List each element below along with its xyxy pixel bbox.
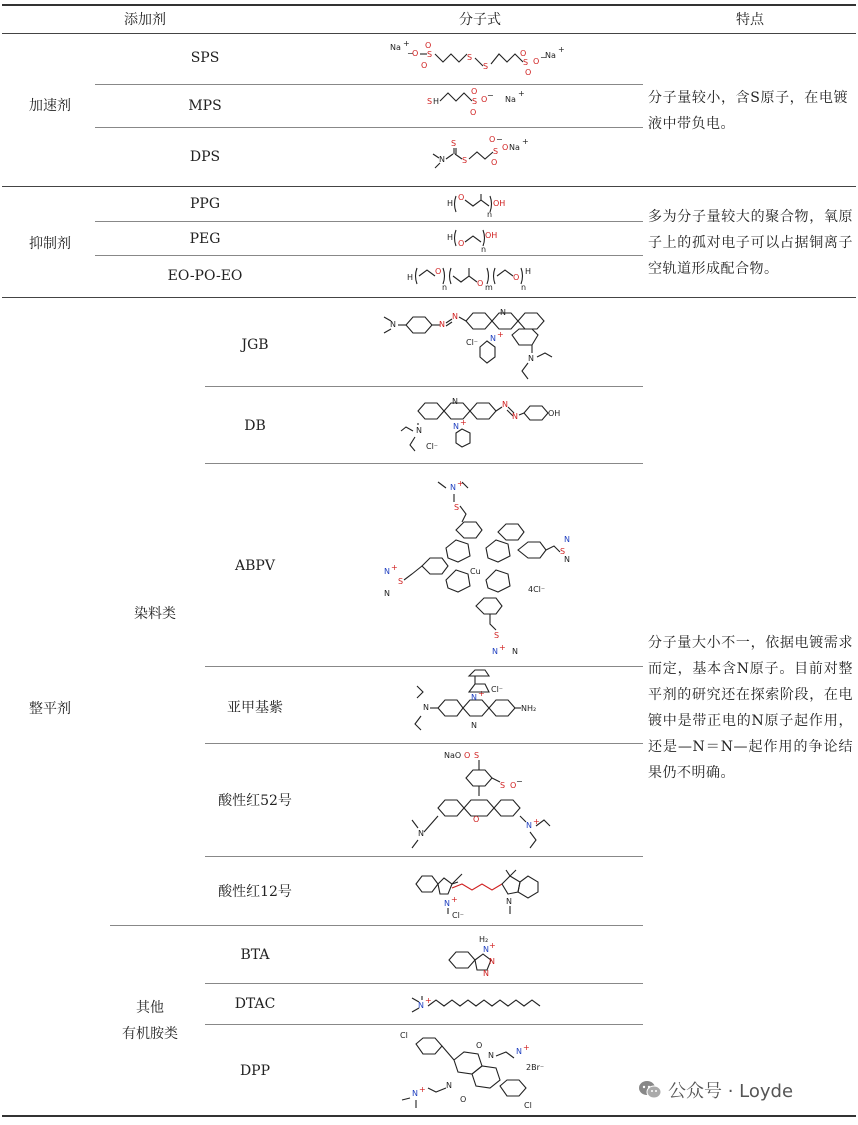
svg-text:N: N xyxy=(500,308,506,317)
svg-text:Na: Na xyxy=(509,143,520,152)
suppressor-description: 多为分子量较大的聚合物，氧原子上的孤对电子可以占据铜离子空轨道形成配合物。 xyxy=(648,209,853,277)
svg-text:Na: Na xyxy=(505,95,516,104)
svg-text:+: + xyxy=(460,418,467,427)
svg-text:m: m xyxy=(485,283,493,292)
svg-text:+: + xyxy=(403,39,410,48)
item-dtac: DTAC xyxy=(234,996,276,1012)
svg-text:+: + xyxy=(497,330,504,339)
item-mps: MPS xyxy=(188,98,222,114)
svg-text:+: + xyxy=(558,45,565,54)
wechat-icon xyxy=(638,1079,662,1101)
svg-text:H₂: H₂ xyxy=(479,935,489,944)
svg-text:OH: OH xyxy=(485,231,498,240)
row-divider xyxy=(95,255,643,256)
group-divider xyxy=(2,297,856,298)
dtac-structure xyxy=(410,988,545,1018)
svg-text:Cl⁻: Cl⁻ xyxy=(491,685,504,694)
svg-text:S: S xyxy=(500,781,506,790)
svg-text:N: N xyxy=(502,400,508,409)
svg-text:+: + xyxy=(523,1043,530,1052)
svg-text:NaO: NaO xyxy=(444,751,462,760)
ppg-structure xyxy=(445,190,515,220)
abpv-structure xyxy=(378,470,578,665)
svg-text:4Cl⁻: 4Cl⁻ xyxy=(528,585,546,594)
svg-text:N: N xyxy=(390,320,396,329)
acid-red-12-structure xyxy=(410,860,545,922)
subgroup-amines xyxy=(100,995,200,1047)
group-divider xyxy=(2,186,856,187)
svg-text:OH: OH xyxy=(548,409,561,418)
svg-text:N: N xyxy=(512,412,518,421)
row-divider xyxy=(95,221,643,222)
svg-text:+: + xyxy=(419,1085,426,1094)
bta-structure xyxy=(445,930,505,978)
svg-text:NH₂: NH₂ xyxy=(521,704,537,713)
header-formula: 分子式 xyxy=(459,12,501,28)
svg-text:−: − xyxy=(487,91,494,100)
svg-text:O: O xyxy=(470,108,477,117)
svg-text:Cu: Cu xyxy=(470,567,481,576)
subgroup-divider xyxy=(110,925,643,926)
svg-text:N: N xyxy=(516,1047,522,1056)
svg-text:Na: Na xyxy=(545,51,556,60)
svg-text:N: N xyxy=(492,647,498,656)
svg-text:N: N xyxy=(483,969,489,978)
svg-text:S: S xyxy=(462,156,468,165)
item-peg: PEG xyxy=(189,231,221,247)
svg-text:N: N xyxy=(512,647,518,656)
svg-text:N: N xyxy=(488,1051,494,1060)
svg-text:n: n xyxy=(521,283,527,292)
svg-text:H: H xyxy=(447,233,454,242)
svg-text:+: + xyxy=(425,996,432,1005)
svg-text:N: N xyxy=(416,426,422,435)
subgroup-dyes: 染料类 xyxy=(134,606,176,622)
peg-structure xyxy=(445,226,515,254)
row-divider xyxy=(205,1024,643,1025)
leveler-description: 分子量大小不一，依据电镀需求而定，基本含N原子。目前对整平剂的研究还在探索阶段，在电镀中是带正电的N原子起作用，还是—N＝N—起作用的争论结果仍不明确。 xyxy=(648,635,853,781)
item-acid-red-12: 酸性红12号 xyxy=(218,884,292,900)
item-dps: DPS xyxy=(189,149,221,165)
row-divider xyxy=(95,84,643,85)
group-accelerator: 加速剂 xyxy=(29,98,71,114)
svg-text:−: − xyxy=(540,53,547,62)
dps-structure xyxy=(425,132,535,180)
svg-text:N: N xyxy=(439,155,445,164)
svg-text:n: n xyxy=(481,245,487,254)
svg-text:S: S xyxy=(451,139,457,148)
svg-text:−: − xyxy=(516,777,523,786)
svg-text:O: O xyxy=(412,49,419,58)
svg-text:O: O xyxy=(489,135,496,144)
svg-text:O: O xyxy=(477,279,484,288)
item-dpp: DPP xyxy=(239,1063,271,1079)
svg-text:+: + xyxy=(518,89,525,98)
svg-text:S: S xyxy=(474,751,480,760)
svg-text:N: N xyxy=(506,897,512,906)
svg-text:S: S xyxy=(523,58,529,67)
row-divider xyxy=(205,983,643,984)
row-divider xyxy=(205,743,643,744)
svg-text:O: O xyxy=(435,267,442,276)
watermark xyxy=(638,1077,793,1103)
svg-text:n: n xyxy=(487,210,493,219)
row-divider xyxy=(95,127,643,128)
svg-text:N: N xyxy=(452,312,458,321)
svg-text:N: N xyxy=(490,334,496,343)
item-abpv: ABPV xyxy=(235,558,275,574)
svg-text:N: N xyxy=(471,693,477,702)
svg-text:O: O xyxy=(533,57,540,66)
row-divider xyxy=(205,386,643,387)
svg-text:O: O xyxy=(513,273,520,282)
svg-text:N: N xyxy=(412,1089,418,1098)
svg-text:S: S xyxy=(483,62,489,71)
svg-text:Cl: Cl xyxy=(400,1031,408,1040)
svg-text:n: n xyxy=(442,283,448,292)
group-leveler: 整平剂 xyxy=(29,701,71,717)
sps-structure xyxy=(385,38,565,78)
svg-text:N: N xyxy=(384,567,390,576)
svg-text:N: N xyxy=(483,945,489,954)
svg-text:S: S xyxy=(472,97,478,106)
jgb-structure xyxy=(382,305,557,385)
svg-text:N: N xyxy=(418,1001,424,1010)
svg-text:N: N xyxy=(444,899,450,908)
svg-text:S: S xyxy=(398,577,404,586)
dpp-structure xyxy=(398,1030,558,1115)
svg-text:Cl⁻: Cl⁻ xyxy=(452,911,465,920)
item-ppg: PPG xyxy=(189,196,221,212)
item-sps: SPS xyxy=(190,50,220,66)
svg-text:O: O xyxy=(520,49,527,58)
svg-text:O: O xyxy=(502,143,509,152)
svg-text:N: N xyxy=(418,829,424,838)
svg-text:N: N xyxy=(453,422,459,431)
subgroup-amines-line2: 有机胺类 xyxy=(122,1026,178,1042)
svg-text:Na: Na xyxy=(390,43,401,52)
svg-text:N: N xyxy=(423,703,429,712)
svg-text:N: N xyxy=(452,397,458,406)
svg-text:O: O xyxy=(473,815,480,824)
acid-red-52-structure xyxy=(408,748,558,853)
eo-po-eo-structure xyxy=(405,260,545,292)
db-structure xyxy=(398,393,563,463)
subgroup-amines-line1: 其他 xyxy=(136,1000,164,1016)
svg-text:H: H xyxy=(407,273,414,282)
accelerator-description: 分子量较小，含S原子，在电镀液中带负电。 xyxy=(648,90,848,132)
svg-text:+: + xyxy=(522,137,529,146)
svg-text:N: N xyxy=(489,957,495,966)
svg-text:O: O xyxy=(458,239,465,248)
svg-text:N: N xyxy=(384,589,390,598)
svg-text:N: N xyxy=(564,535,570,544)
svg-text:Cl⁻: Cl⁻ xyxy=(466,338,479,347)
svg-text:O: O xyxy=(510,781,517,790)
svg-text:+: + xyxy=(533,817,540,826)
svg-text:H: H xyxy=(447,199,454,208)
item-jgb: JGB xyxy=(241,337,269,353)
svg-text:S: S xyxy=(427,50,433,59)
item-methyl-violet: 亚甲基紫 xyxy=(227,700,283,716)
svg-text:O: O xyxy=(491,158,498,167)
svg-text:N: N xyxy=(564,555,570,564)
svg-text:Cl⁻: Cl⁻ xyxy=(426,442,439,451)
mps-structure xyxy=(425,88,535,122)
group-suppressor: 抑制剂 xyxy=(29,236,71,252)
item-acid-red-52: 酸性红52号 xyxy=(218,793,292,809)
svg-text:+: + xyxy=(478,689,485,698)
svg-text:−: − xyxy=(496,135,503,144)
svg-text:O: O xyxy=(425,41,432,50)
svg-text:H: H xyxy=(433,97,440,106)
item-db: DB xyxy=(244,418,266,434)
svg-text:−: − xyxy=(407,49,414,58)
svg-text:Cl: Cl xyxy=(524,1101,532,1110)
svg-text:O: O xyxy=(464,751,471,760)
svg-text:O: O xyxy=(460,1095,467,1104)
methyl-violet-structure xyxy=(405,670,545,742)
svg-text:+: + xyxy=(499,643,506,652)
svg-text:O: O xyxy=(421,61,428,70)
row-divider xyxy=(205,666,643,667)
svg-text:S: S xyxy=(494,631,500,640)
header-bottom-border xyxy=(2,33,856,34)
svg-text:N: N xyxy=(471,721,477,730)
svg-text:S: S xyxy=(467,53,473,62)
svg-text:+: + xyxy=(489,941,496,950)
svg-text:S: S xyxy=(560,547,566,556)
header-features: 特点 xyxy=(736,12,764,28)
svg-text:N: N xyxy=(439,320,445,329)
svg-text:OH: OH xyxy=(493,199,506,208)
svg-text:+: + xyxy=(451,895,458,904)
svg-text:S: S xyxy=(427,97,433,106)
svg-text:N: N xyxy=(446,1081,452,1090)
item-eo-po-eo: EO-PO-EO xyxy=(167,268,243,284)
svg-text:S: S xyxy=(493,147,499,156)
svg-text:O: O xyxy=(476,1041,483,1050)
header-additive: 添加剂 xyxy=(124,12,166,28)
svg-text:+: + xyxy=(457,479,464,488)
svg-text:N: N xyxy=(528,354,534,363)
svg-text:O: O xyxy=(481,95,488,104)
svg-text:N: N xyxy=(450,483,456,492)
row-divider xyxy=(205,463,643,464)
svg-text:O: O xyxy=(525,68,532,77)
svg-text:N: N xyxy=(526,821,532,830)
svg-text:+: + xyxy=(391,563,398,572)
svg-text:H: H xyxy=(525,267,532,276)
svg-text:O: O xyxy=(471,87,478,96)
svg-text:S: S xyxy=(454,503,460,512)
item-bta: BTA xyxy=(240,947,270,963)
svg-text:2Br⁻: 2Br⁻ xyxy=(526,1063,545,1072)
svg-text:O: O xyxy=(458,193,465,202)
table-bottom-border xyxy=(2,1115,856,1117)
row-divider xyxy=(205,856,643,857)
watermark-text: 公众号 · Loyde xyxy=(668,1081,794,1102)
